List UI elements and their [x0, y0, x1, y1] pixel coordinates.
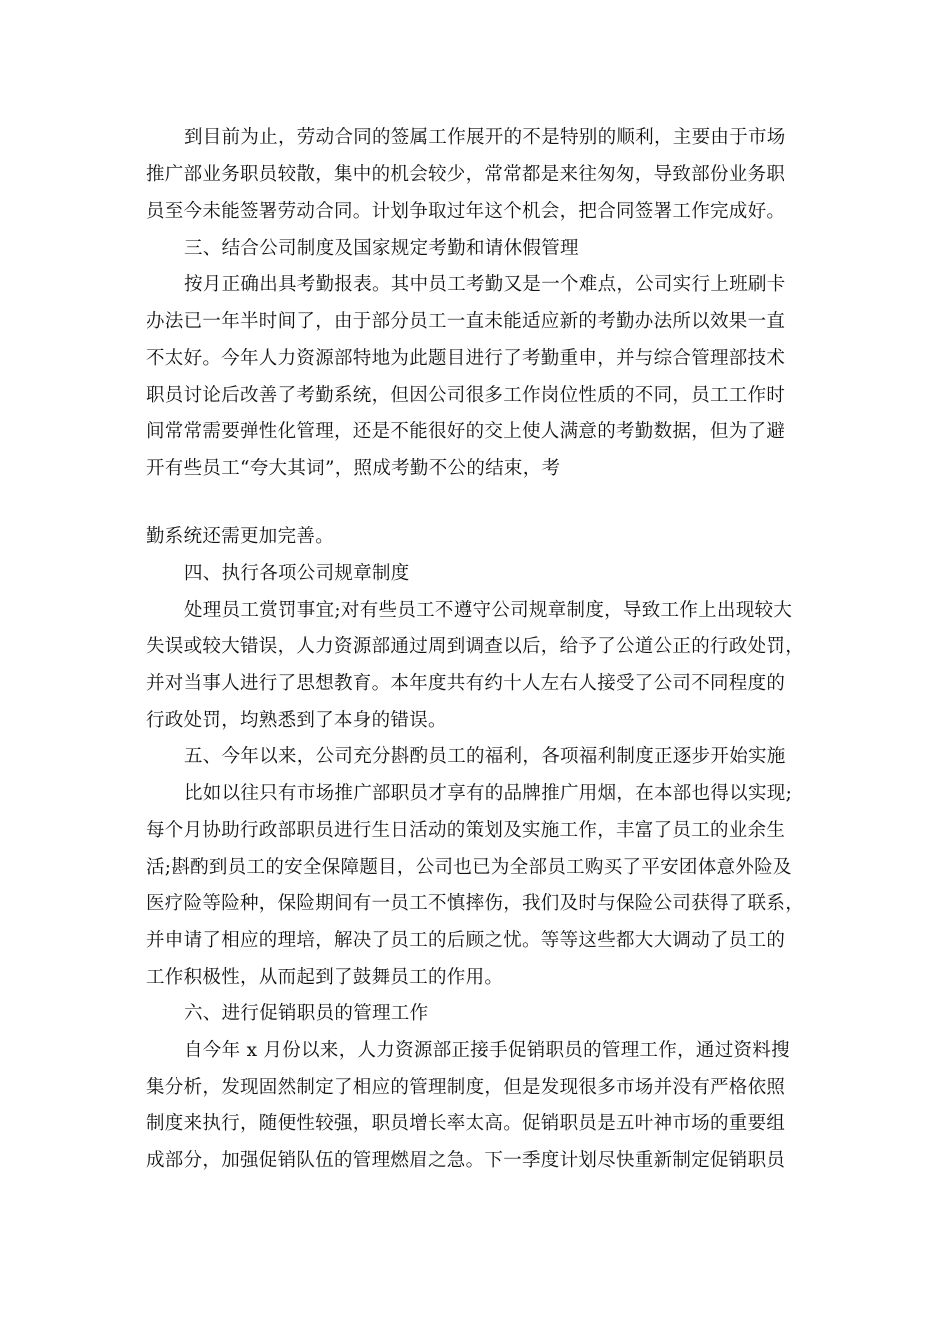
- paragraph-line: 处理员工赏罚事宜;对有些员工不遵守公司规章制度，导致工作上出现较大: [184, 600, 793, 621]
- paragraph-line: 职员讨论后改善了考勤系统，但因公司很多工作岗位性质的不同，员工工作时: [146, 385, 786, 406]
- section-heading: 四、执行各项公司规章制度: [184, 563, 410, 584]
- paragraph-line: 每个月协助行政部职员进行生日活动的策划及实施工作，丰富了员工的业余生: [146, 820, 786, 841]
- paragraph-line: 成部分，加强促销队伍的管理燃眉之急。下一季度计划尽快重新制定促销职员: [146, 1150, 786, 1171]
- paragraph-line: 勤系统还需更加完善。: [146, 526, 335, 547]
- paragraph-line: 失误或较大错误，人力资源部通过周到调查以后，给予了公道公正的行政处罚，: [146, 636, 805, 657]
- paragraph-line: 比如以往只有市场推广部职员才享有的品牌推广用烟，在本部也得以实现;: [184, 783, 793, 804]
- section-heading: 三、结合公司制度及国家规定考勤和请休假管理: [184, 238, 579, 259]
- paragraph-line: 推广部业务职员较散，集中的机会较少，常常都是来往匆匆，导致部份业务职: [146, 164, 786, 185]
- paragraph-line: 制度来执行，随便性较强，职员增长率太高。促销职员是五叶神市场的重要组: [146, 1113, 786, 1134]
- section-heading: 六、进行促销职员的管理工作: [184, 1003, 429, 1024]
- section-heading: 五、今年以来，公司充分斟酌员工的福利，各项福利制度正逐步开始实施: [184, 746, 786, 767]
- paragraph-line: 办法已一年半时间了，由于部分员工一直未能适应新的考勤办法所以效果一直: [146, 311, 786, 332]
- paragraph-line: 行政处罚，均熟悉到了本身的错误。: [146, 710, 447, 731]
- paragraph-line: 间常常需要弹性化管理，还是不能很好的交上使人满意的考勤数据，但为了避: [146, 421, 786, 442]
- paragraph-line: 并对当事人进行了思想教育。本年度共有约十人左右人接受了公司不同程度的: [146, 673, 786, 694]
- paragraph-line: 按月正确出具考勤报表。其中员工考勤又是一个难点，公司实行上班刷卡: [184, 274, 786, 295]
- paragraph-line: 医疗险等险种，保险期间有一员工不慎摔伤，我们及时与保险公司获得了联系，: [146, 893, 805, 914]
- paragraph-line: 活;斟酌到员工的安全保障题目，公司也已为全部员工购买了平安团体意外险及: [146, 857, 792, 878]
- paragraph-line: 并申请了相应的理培，解决了员工的后顾之忧。等等这些都大大调动了员工的: [146, 930, 786, 951]
- paragraph-line: 员至今未能签署劳动合同。计划争取过年这个机会，把合同签署工作完成好。: [146, 201, 786, 222]
- paragraph-line: 工作积极性，从而起到了鼓舞员工的作用。: [146, 967, 504, 988]
- paragraph-line: 不太好。今年人力资源部特地为此题目进行了考勤重申，并与综合管理部技术: [146, 348, 786, 369]
- paragraph-line: 集分析，发现固然制定了相应的管理制度，但是发现很多市场并没有严格依照: [146, 1077, 786, 1098]
- paragraph-line: 开有些员工“夸大其词”，照成考勤不公的结束，考: [146, 458, 561, 479]
- paragraph-line: 自今年 x 月份以来，人力资源部正接手促销职员的管理工作，通过资料搜: [184, 1040, 790, 1061]
- paragraph-line: 到目前为止，劳动合同的签属工作展开的不是特别的顺利，主要由于市场: [184, 127, 786, 148]
